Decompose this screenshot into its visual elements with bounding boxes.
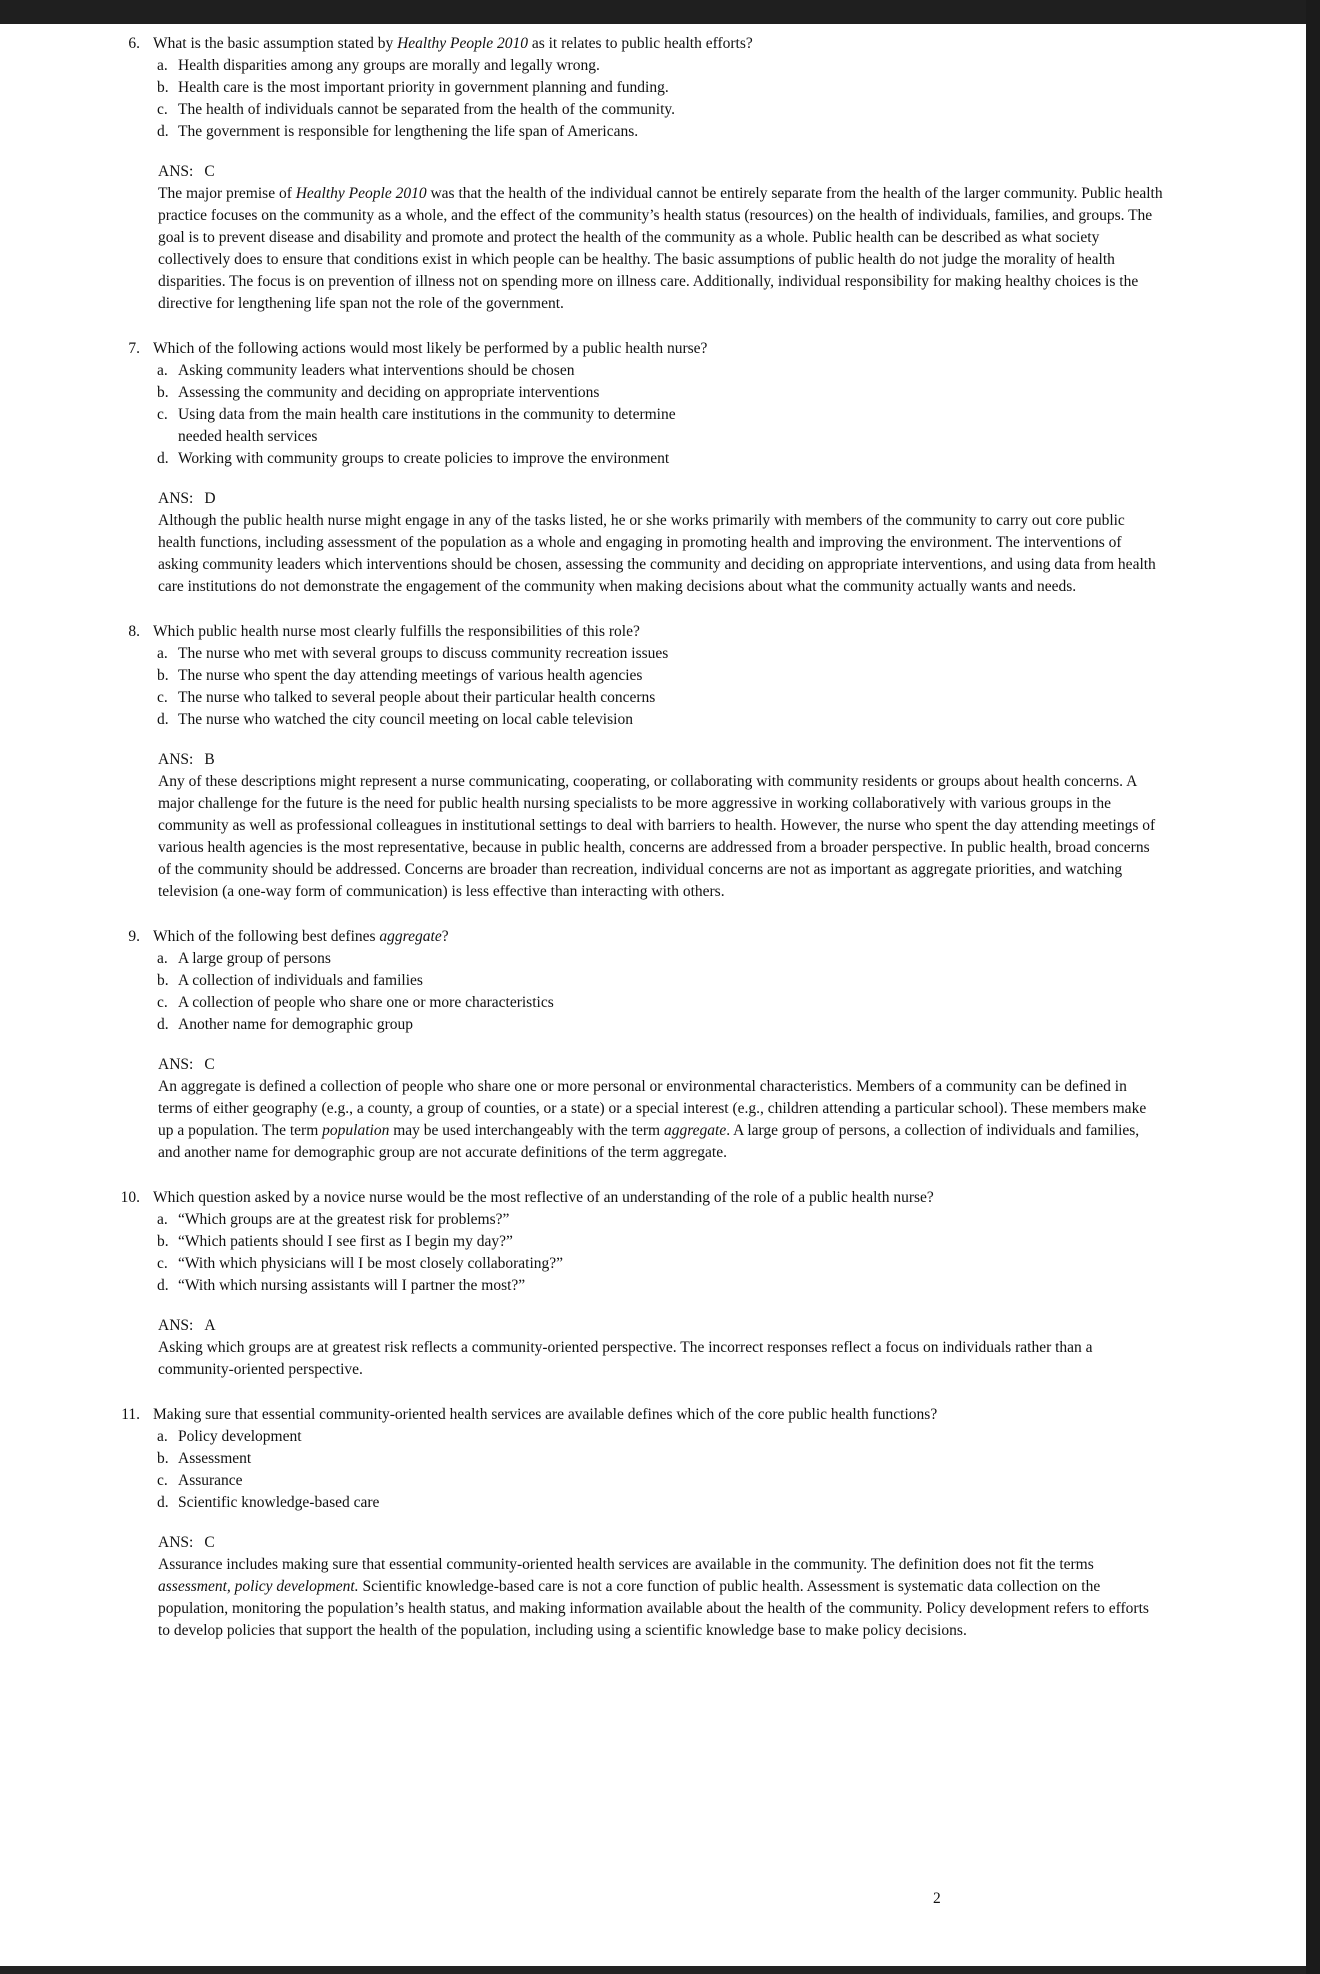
option-letter: d. xyxy=(157,1016,169,1033)
answer-option xyxy=(157,1448,1168,1470)
option-text: “With which physicians will I be most closely collaborating?” xyxy=(178,1255,564,1272)
question-stem: Which of the following best defines aggregate? xyxy=(153,928,449,945)
answer-label: ANS: xyxy=(158,490,194,507)
option-letter: d. xyxy=(157,1494,169,1511)
option-text: The nurse who spent the day attending meetings of various health agencies xyxy=(178,667,643,684)
option-text: Assessment xyxy=(178,1450,252,1467)
answer-block xyxy=(158,488,1306,598)
answer-option xyxy=(157,1209,1168,1231)
option-text: A collection of people who share one or more characteristics xyxy=(178,994,554,1011)
option-text: A collection of individuals and families xyxy=(178,972,423,989)
option-letter: d. xyxy=(157,123,169,140)
options-list xyxy=(153,1426,1306,1514)
options-list xyxy=(153,360,1306,470)
answer-block xyxy=(158,161,1306,315)
answer-letter: C xyxy=(204,163,215,180)
answer-option xyxy=(157,665,1168,687)
answer-option xyxy=(157,970,1168,992)
answer-option xyxy=(157,1014,1168,1036)
question-number: 6. xyxy=(128,35,140,52)
answer-label: ANS: xyxy=(158,1317,194,1334)
answer-label: ANS: xyxy=(158,1534,194,1551)
question-10 xyxy=(0,1187,1306,1381)
answer-block xyxy=(158,1532,1306,1642)
answer-letter: B xyxy=(204,751,215,768)
question-number: 11. xyxy=(121,1406,140,1423)
question-6 xyxy=(0,33,1306,315)
answer-line xyxy=(158,749,1306,771)
option-text: The nurse who met with several groups to discuss community recreation issues xyxy=(178,645,669,662)
answer-option xyxy=(157,121,1168,143)
rationale-text: Assurance includes making sure that essential community-oriented health services are available in the community. The definition does not fit the terms assessment, policy development. Scientific knowledge-based care is not a core function of public health. Assessment is systematic data collection on the population, monitoring the population’s health status, and making information available about the health of the community. Policy development refers to efforts to develop policies that support the health of the population, including using a scientific knowledge base to make policy decisions. xyxy=(158,1556,1149,1639)
option-letter: a. xyxy=(157,362,168,379)
options-list xyxy=(153,55,1306,143)
option-text: Health care is the most important priority in government planning and funding. xyxy=(178,79,669,96)
option-letter: c. xyxy=(157,1255,168,1272)
answer-option xyxy=(157,709,1168,731)
option-letter: c. xyxy=(157,994,168,1011)
answer-letter: C xyxy=(204,1056,215,1073)
rationale-text: The major premise of Healthy People 2010 was that the health of the individual cannot be entirely separate from the health of the larger community. Public health practice focuses on the community as a whole, and the effect of the community’s health status (resources) on the health of individuals, families, and groups. The goal is to prevent disease and disability and promote and protect the health of the community as a whole. Public health can be described as what society collectively does to ensure that conditions exist in which people can be healthy. The basic assumptions of public health do not judge the morality of health disparities. The focus is on prevention of illness not on spending more on illness care. Additionally, individual responsibility for making healthy choices is the directive for lengthening life span not the role of the government. xyxy=(158,185,1163,312)
question-8 xyxy=(0,621,1306,903)
option-letter: a. xyxy=(157,645,168,662)
option-letter: d. xyxy=(157,450,169,467)
option-letter: a. xyxy=(157,1428,168,1445)
rationale-text: Any of these descriptions might represent a nurse communicating, cooperating, or collaborating with community residents or groups about health concerns. A major challenge for the future is the need for public health nursing specialists to be more aggressive in working collaboratively with various groups in the community as well as professional colleagues in institutional settings to deal with barriers to health. However, the nurse who spent the day attending meetings of various health agencies is the most representative, because in public health, concerns are addressed from a broader perspective. In public health, broad concerns of the community should be addressed. Concerns are broader than recreation, individual concerns are not as important as aggregate priorities, and watching television (a one-way form of communication) is less effective than interacting with others. xyxy=(158,773,1156,900)
answer-line xyxy=(158,488,1306,510)
question-stem: Which question asked by a novice nurse would be the most reflective of an understanding of the role of a public health nurse? xyxy=(153,1189,934,1206)
answer-option xyxy=(157,382,1168,404)
answer-option xyxy=(157,948,1168,970)
option-text: Assessing the community and deciding on appropriate interventions xyxy=(178,384,600,401)
answer-option xyxy=(157,99,1168,121)
answer-option xyxy=(157,643,1168,665)
option-text: Health disparities among any groups are morally and legally wrong. xyxy=(178,57,600,74)
question-number: 9. xyxy=(128,928,140,945)
answer-line xyxy=(158,1532,1306,1554)
answer-option xyxy=(157,992,1168,1014)
answer-letter: D xyxy=(204,490,216,507)
option-text: “With which nursing assistants will I partner the most?” xyxy=(178,1277,526,1294)
option-letter: c. xyxy=(157,689,168,706)
option-text: Another name for demographic group xyxy=(178,1016,414,1033)
answer-option xyxy=(157,1231,1168,1253)
answer-option xyxy=(157,1275,1168,1297)
answer-block xyxy=(158,1315,1306,1381)
option-letter: c. xyxy=(157,101,168,118)
question-11 xyxy=(0,1404,1306,1642)
answer-label: ANS: xyxy=(158,163,194,180)
option-text: The health of individuals cannot be separated from the health of the community. xyxy=(178,101,675,118)
options-list xyxy=(153,643,1306,731)
question-stem: Which of the following actions would most likely be performed by a public health nurse? xyxy=(153,340,708,357)
rationale-text: Asking which groups are at greatest risk reflects a community-oriented perspective. The incorrect responses reflect a focus on individuals rather than a community-oriented perspective. xyxy=(158,1339,1093,1378)
option-text: The government is responsible for lengthening the life span of Americans. xyxy=(178,123,639,140)
question-9 xyxy=(0,926,1306,1164)
answer-option xyxy=(157,1492,1168,1514)
document-page xyxy=(0,24,1306,1966)
option-letter: b. xyxy=(157,1233,169,1250)
question-number: 7. xyxy=(128,340,140,357)
answer-option xyxy=(157,404,1168,448)
page-edge-right xyxy=(1306,0,1320,1974)
page-content xyxy=(0,24,1306,1642)
answer-option xyxy=(157,1426,1168,1448)
options-list xyxy=(153,948,1306,1036)
answer-option xyxy=(157,360,1168,382)
question-stem: What is the basic assumption stated by Healthy People 2010 as it relates to public health efforts? xyxy=(153,35,753,52)
answer-option xyxy=(157,55,1168,77)
page-edge-top xyxy=(0,0,1320,24)
option-text: “Which patients should I see first as I begin my day?” xyxy=(178,1233,513,1250)
rationale-text: An aggregate is defined a collection of people who share one or more personal or environmental characteristics. Members of a community can be defined in terms of either geography (e.g., a county, a group of counties, or a state) or a special interest (e.g., children attending a particular school). These members make up a population. The term population may be used interchangeably with the term aggregate. A large group of persons, a collection of individuals and families, and another name for demographic group are not accurate definitions of the term aggregate. xyxy=(158,1078,1147,1161)
option-text: The nurse who watched the city council meeting on local cable television xyxy=(178,711,633,728)
answer-line xyxy=(158,161,1306,183)
option-letter: a. xyxy=(157,1211,168,1228)
answer-line xyxy=(158,1054,1306,1076)
answer-block xyxy=(158,749,1306,903)
option-letter: b. xyxy=(157,1450,169,1467)
answer-letter: A xyxy=(204,1317,216,1334)
option-letter: b. xyxy=(157,384,169,401)
option-text: Working with community groups to create policies to improve the environment xyxy=(178,450,670,467)
question-7 xyxy=(0,338,1306,598)
option-letter: c. xyxy=(157,406,168,423)
answer-option xyxy=(157,1470,1168,1492)
option-text: Assurance xyxy=(178,1472,243,1489)
option-letter: b. xyxy=(157,972,169,989)
answer-line xyxy=(158,1315,1306,1337)
question-number: 10. xyxy=(120,1189,140,1206)
option-text: Using data from the main health care institutions in the community to determine xyxy=(178,406,676,423)
options-list xyxy=(153,1209,1306,1297)
answer-option xyxy=(157,448,1168,470)
page-number: 2 xyxy=(933,1890,941,1907)
option-letter: b. xyxy=(157,667,169,684)
answer-block xyxy=(158,1054,1306,1164)
option-text-line2: needed health services xyxy=(178,428,318,445)
option-letter: a. xyxy=(157,950,168,967)
option-text: Asking community leaders what interventions should be chosen xyxy=(178,362,575,379)
option-text: The nurse who talked to several people about their particular health concerns xyxy=(178,689,656,706)
answer-label: ANS: xyxy=(158,1056,194,1073)
option-text: Policy development xyxy=(178,1428,302,1445)
answer-option xyxy=(157,1253,1168,1275)
option-letter: a. xyxy=(157,57,168,74)
option-text: Scientific knowledge-based care xyxy=(178,1494,380,1511)
answer-option xyxy=(157,687,1168,709)
question-stem: Making sure that essential community-oriented health services are available defines which of the core public health functions? xyxy=(153,1406,938,1423)
answer-letter: C xyxy=(204,1534,215,1551)
rationale-text: Although the public health nurse might engage in any of the tasks listed, he or she works primarily with members of the community to carry out core public health functions, including assessment of the population as a whole and engaging in promoting health and improving the environment. The interventions of asking community leaders which interventions should be chosen, assessing the community and deciding on appropriate interventions, and using data from health care institutions do not demonstrate the engagement of the community when making decisions about what the community actually wants and needs. xyxy=(158,512,1156,595)
option-letter: c. xyxy=(157,1472,168,1489)
option-letter: d. xyxy=(157,711,169,728)
option-letter: b. xyxy=(157,79,169,96)
option-text: “Which groups are at the greatest risk for problems?” xyxy=(178,1211,510,1228)
option-letter: d. xyxy=(157,1277,169,1294)
question-number: 8. xyxy=(128,623,140,640)
answer-option xyxy=(157,77,1168,99)
option-text: A large group of persons xyxy=(178,950,331,967)
answer-label: ANS: xyxy=(158,751,194,768)
question-stem: Which public health nurse most clearly fulfills the responsibilities of this role? xyxy=(153,623,640,640)
